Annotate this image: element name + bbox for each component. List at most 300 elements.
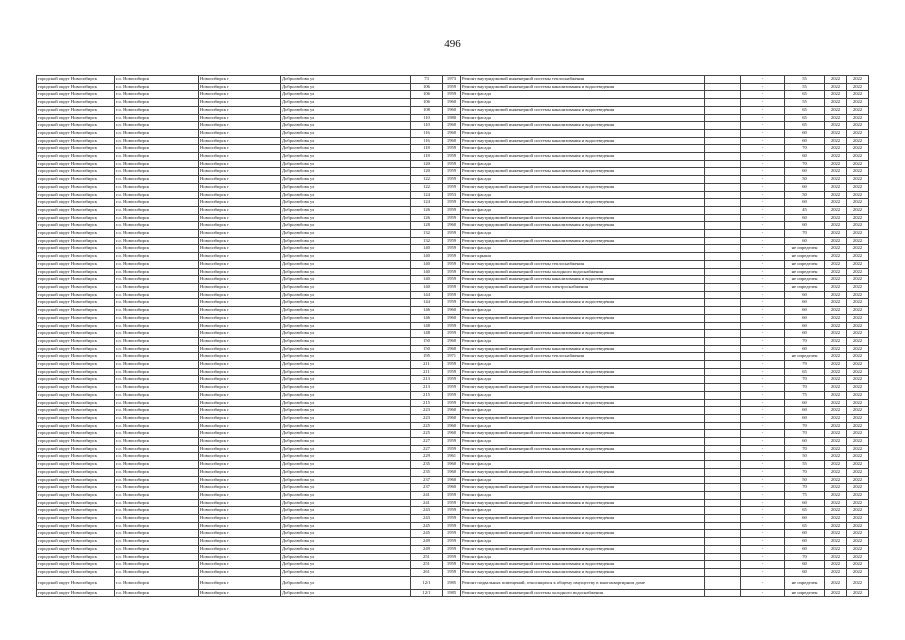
house-number-cell: 140 — [411, 268, 443, 276]
city-cell: Новосибирск г — [199, 168, 281, 176]
work-type-cell: Ремонт внутридомовой инженерной системы канализования и водоотведения — [461, 122, 705, 130]
empty-cell — [705, 153, 741, 161]
start-year-cell: 2022 — [825, 553, 847, 561]
work-type-cell: Ремонт внутридомовой инженерной системы канализования и водоотведения — [461, 276, 705, 284]
year-cell: 1959 — [443, 168, 461, 176]
empty-cell — [705, 245, 741, 253]
table-row — [37, 589, 869, 597]
table-row — [37, 576, 869, 589]
street-cell: Добролюбова ул — [281, 407, 411, 415]
start-year-cell: 2022 — [825, 122, 847, 130]
city-cell: Новосибирск г — [199, 283, 281, 291]
year-cell: 1960 — [443, 430, 461, 438]
value-cell: не определен — [785, 283, 825, 291]
work-type-cell: Ремонт внутридомовой инженерной системы канализования и водоотведения — [461, 299, 705, 307]
dash-cell: - — [741, 307, 785, 315]
city-cell: Новосибирск г — [199, 476, 281, 484]
settlement-cell: г.о. Новосибирск — [115, 122, 199, 130]
value-cell: не определен — [785, 268, 825, 276]
empty-cell — [705, 399, 741, 407]
district-cell: городской округ Новосибирск — [37, 168, 115, 176]
district-cell: городской округ Новосибирск — [37, 461, 115, 469]
table-row — [37, 206, 869, 214]
value-cell: 50 — [785, 176, 825, 184]
city-cell: Новосибирск г — [199, 268, 281, 276]
district-cell: городской округ Новосибирск — [37, 561, 115, 569]
street-cell: Добролюбова ул — [281, 515, 411, 523]
dash-cell: - — [741, 106, 785, 114]
house-number-cell: 229 — [411, 453, 443, 461]
end-year-cell: 2022 — [847, 430, 869, 438]
dash-cell: - — [741, 137, 785, 145]
start-year-cell: 2022 — [825, 422, 847, 430]
district-cell: городской округ Новосибирск — [37, 114, 115, 122]
value-cell: 60 — [785, 561, 825, 569]
house-number-cell: 140 — [411, 253, 443, 261]
table-row — [37, 168, 869, 176]
dash-cell: - — [741, 122, 785, 130]
district-cell: городской округ Новосибирск — [37, 589, 115, 597]
district-cell: городской округ Новосибирск — [37, 199, 115, 207]
district-cell: городской округ Новосибирск — [37, 330, 115, 338]
district-cell: городской округ Новосибирск — [37, 176, 115, 184]
street-cell: Добролюбова ул — [281, 569, 411, 577]
street-cell: Добролюбова ул — [281, 106, 411, 114]
empty-cell — [705, 176, 741, 184]
district-cell: городской округ Новосибирск — [37, 399, 115, 407]
end-year-cell: 2022 — [847, 122, 869, 130]
end-year-cell: 2022 — [847, 145, 869, 153]
value-cell: 70 — [785, 422, 825, 430]
work-type-cell: Ремонт внутридомовой инженерной системы канализования и водоотведения — [461, 314, 705, 322]
city-cell: Новосибирск г — [199, 353, 281, 361]
settlement-cell: г.о. Новосибирск — [115, 322, 199, 330]
table-row — [37, 414, 869, 422]
value-cell: 60 — [785, 414, 825, 422]
end-year-cell: 2022 — [847, 484, 869, 492]
house-number-cell: 12/1 — [411, 576, 443, 589]
empty-cell — [705, 430, 741, 438]
house-number-cell: 225 — [411, 430, 443, 438]
street-cell: Добролюбова ул — [281, 206, 411, 214]
street-cell: Добролюбова ул — [281, 168, 411, 176]
city-cell: Новосибирск г — [199, 569, 281, 577]
year-cell: 1985 — [443, 589, 461, 597]
empty-cell — [705, 160, 741, 168]
street-cell: Добролюбова ул — [281, 322, 411, 330]
end-year-cell: 2022 — [847, 114, 869, 122]
value-cell: 65 — [785, 114, 825, 122]
street-cell: Добролюбова ул — [281, 91, 411, 99]
year-cell: 1959 — [443, 545, 461, 553]
work-type-cell: Ремонт внутридомовой инженерной системы канализования и водоотведения — [461, 515, 705, 523]
page-number: 496 — [444, 38, 461, 50]
work-type-cell: Ремонт фасада — [461, 245, 705, 253]
table-row — [37, 438, 869, 446]
empty-cell — [705, 168, 741, 176]
city-cell: Новосибирск г — [199, 222, 281, 230]
value-cell: 79 — [785, 361, 825, 369]
year-cell: 1959 — [443, 237, 461, 245]
dash-cell: - — [741, 153, 785, 161]
start-year-cell: 2022 — [825, 114, 847, 122]
dash-cell: - — [741, 515, 785, 523]
house-number-cell: 245 — [411, 522, 443, 530]
street-cell: Добролюбова ул — [281, 484, 411, 492]
district-cell: городской округ Новосибирск — [37, 83, 115, 91]
district-cell: городской округ Новосибирск — [37, 153, 115, 161]
table-row — [37, 176, 869, 184]
city-cell: Новосибирск г — [199, 191, 281, 199]
table-row — [37, 545, 869, 553]
end-year-cell: 2022 — [847, 245, 869, 253]
work-type-cell: Ремонт фасада — [461, 476, 705, 484]
street-cell: Добролюбова ул — [281, 122, 411, 130]
year-cell: 1960 — [443, 422, 461, 430]
district-cell: городской округ Новосибирск — [37, 276, 115, 284]
dash-cell: - — [741, 530, 785, 538]
start-year-cell: 2022 — [825, 507, 847, 515]
district-cell: городской округ Новосибирск — [37, 206, 115, 214]
end-year-cell: 2022 — [847, 330, 869, 338]
house-number-cell: 122 — [411, 176, 443, 184]
end-year-cell: 2022 — [847, 422, 869, 430]
empty-cell — [705, 515, 741, 523]
work-type-cell: Ремонт внутридомовой инженерной системы канализования и водоотведения — [461, 468, 705, 476]
empty-cell — [705, 461, 741, 469]
table-row — [37, 330, 869, 338]
start-year-cell: 2022 — [825, 337, 847, 345]
value-cell: не определен — [785, 253, 825, 261]
end-year-cell: 2022 — [847, 230, 869, 238]
house-number-cell: 227 — [411, 445, 443, 453]
value-cell: 70 — [785, 337, 825, 345]
empty-cell — [705, 484, 741, 492]
district-cell: городской округ Новосибирск — [37, 122, 115, 130]
dash-cell: - — [741, 199, 785, 207]
table-row — [37, 160, 869, 168]
work-type-cell: Ремонт внутридомовой инженерной системы теплоснабжения — [461, 353, 705, 361]
dash-cell: - — [741, 422, 785, 430]
street-cell: Добролюбова ул — [281, 384, 411, 392]
house-number-cell: 106 — [411, 83, 443, 91]
value-cell: 60 — [785, 569, 825, 577]
settlement-cell: г.о. Новосибирск — [115, 361, 199, 369]
work-type-cell: Ремонт фасада — [461, 407, 705, 415]
work-type-cell: Ремонт фасада — [461, 538, 705, 546]
empty-cell — [705, 407, 741, 415]
table-row — [37, 99, 869, 107]
end-year-cell: 2022 — [847, 299, 869, 307]
end-year-cell: 2022 — [847, 160, 869, 168]
city-cell: Новосибирск г — [199, 91, 281, 99]
empty-cell — [705, 291, 741, 299]
empty-cell — [705, 299, 741, 307]
street-cell: Добролюбова ул — [281, 253, 411, 261]
dash-cell: - — [741, 553, 785, 561]
house-number-cell: 126 — [411, 206, 443, 214]
house-number-cell: 116 — [411, 129, 443, 137]
end-year-cell: 2022 — [847, 99, 869, 107]
street-cell: Добролюбова ул — [281, 461, 411, 469]
value-cell: 60 — [785, 137, 825, 145]
work-type-cell: Ремонт внутридомовой инженерной системы канализования и водоотведения — [461, 499, 705, 507]
work-type-cell: Ремонт внутридомовой инженерной системы холодного водоснабжения — [461, 268, 705, 276]
dash-cell: - — [741, 183, 785, 191]
settlement-cell: г.о. Новосибирск — [115, 445, 199, 453]
dash-cell: - — [741, 168, 785, 176]
dash-cell: - — [741, 476, 785, 484]
dash-cell: - — [741, 129, 785, 137]
settlement-cell: г.о. Новосибирск — [115, 530, 199, 538]
city-cell: Новосибирск г — [199, 160, 281, 168]
city-cell: Новосибирск г — [199, 276, 281, 284]
house-number-cell: 140 — [411, 276, 443, 284]
city-cell: Новосибирск г — [199, 491, 281, 499]
table-row — [37, 106, 869, 114]
house-number-cell: 126 — [411, 214, 443, 222]
table-row — [37, 137, 869, 145]
house-number-cell: 237 — [411, 484, 443, 492]
empty-cell — [705, 368, 741, 376]
year-cell: 1960 — [443, 129, 461, 137]
start-year-cell: 2022 — [825, 515, 847, 523]
house-number-cell: 128 — [411, 222, 443, 230]
dash-cell: - — [741, 445, 785, 453]
settlement-cell: г.о. Новосибирск — [115, 268, 199, 276]
end-year-cell: 2022 — [847, 307, 869, 315]
empty-cell — [705, 283, 741, 291]
city-cell: Новосибирск г — [199, 507, 281, 515]
city-cell: Новосибирск г — [199, 445, 281, 453]
work-type-cell: Ремонт внутридомовой инженерной системы канализования и водоотведения — [461, 222, 705, 230]
district-cell: городской округ Новосибирск — [37, 160, 115, 168]
dash-cell: - — [741, 407, 785, 415]
work-type-cell: Ремонт внутридомовой инженерной системы канализования и водоотведения — [461, 83, 705, 91]
street-cell: Добролюбова ул — [281, 361, 411, 369]
district-cell: городской округ Новосибирск — [37, 191, 115, 199]
start-year-cell: 2022 — [825, 453, 847, 461]
settlement-cell: г.о. Новосибирск — [115, 438, 199, 446]
value-cell: 55 — [785, 76, 825, 84]
settlement-cell: г.о. Новосибирск — [115, 453, 199, 461]
house-number-cell: 106 — [411, 99, 443, 107]
end-year-cell: 2022 — [847, 499, 869, 507]
start-year-cell: 2022 — [825, 391, 847, 399]
street-cell: Добролюбова ул — [281, 145, 411, 153]
street-cell: Добролюбова ул — [281, 314, 411, 322]
settlement-cell: г.о. Новосибирск — [115, 368, 199, 376]
empty-cell — [705, 491, 741, 499]
empty-cell — [705, 314, 741, 322]
work-type-cell: Ремонт фасада — [461, 553, 705, 561]
value-cell: 60 — [785, 399, 825, 407]
dash-cell: - — [741, 569, 785, 577]
settlement-cell: г.о. Новосибирск — [115, 237, 199, 245]
end-year-cell: 2022 — [847, 129, 869, 137]
dash-cell: - — [741, 99, 785, 107]
settlement-cell: г.о. Новосибирск — [115, 145, 199, 153]
end-year-cell: 2022 — [847, 183, 869, 191]
value-cell: 70 — [785, 468, 825, 476]
end-year-cell: 2022 — [847, 507, 869, 515]
start-year-cell: 2022 — [825, 106, 847, 114]
dash-cell: - — [741, 499, 785, 507]
settlement-cell: г.о. Новосибирск — [115, 137, 199, 145]
empty-cell — [705, 183, 741, 191]
value-cell: 70 — [785, 145, 825, 153]
empty-cell — [705, 330, 741, 338]
house-number-cell: 213 — [411, 384, 443, 392]
table-row — [37, 253, 869, 261]
year-cell: 1959 — [443, 391, 461, 399]
district-cell: городской округ Новосибирск — [37, 222, 115, 230]
house-number-cell: 243 — [411, 507, 443, 515]
start-year-cell: 2022 — [825, 499, 847, 507]
dash-cell: - — [741, 91, 785, 99]
table-row — [37, 214, 869, 222]
work-type-cell: Ремонт фасада — [461, 145, 705, 153]
value-cell: 60 — [785, 438, 825, 446]
work-type-cell: Ремонт фасада — [461, 322, 705, 330]
empty-cell — [705, 445, 741, 453]
district-cell: городской округ Новосибирск — [37, 337, 115, 345]
empty-cell — [705, 91, 741, 99]
table-body — [37, 76, 869, 597]
start-year-cell: 2022 — [825, 476, 847, 484]
empty-cell — [705, 361, 741, 369]
district-cell: городской округ Новосибирск — [37, 507, 115, 515]
house-number-cell: 215 — [411, 399, 443, 407]
value-cell: 60 — [785, 183, 825, 191]
dash-cell: - — [741, 176, 785, 184]
house-number-cell: 251 — [411, 561, 443, 569]
dash-cell: - — [741, 361, 785, 369]
value-cell: 75 — [785, 491, 825, 499]
house-number-cell: 245 — [411, 530, 443, 538]
empty-cell — [705, 99, 741, 107]
value-cell: 70 — [785, 384, 825, 392]
end-year-cell: 2022 — [847, 438, 869, 446]
work-type-cell: Ремонт фасада — [461, 438, 705, 446]
table-row — [37, 476, 869, 484]
city-cell: Новосибирск г — [199, 99, 281, 107]
city-cell: Новосибирск г — [199, 522, 281, 530]
end-year-cell: 2022 — [847, 553, 869, 561]
value-cell: не определен — [785, 260, 825, 268]
street-cell: Добролюбова ул — [281, 99, 411, 107]
work-type-cell: Ремонт внутридомовой инженерной системы канализования и водоотведения — [461, 399, 705, 407]
dash-cell: - — [741, 376, 785, 384]
house-number-cell: 148 — [411, 330, 443, 338]
table-row — [37, 499, 869, 507]
table-row — [37, 407, 869, 415]
year-cell: 1985 — [443, 576, 461, 589]
work-type-cell: Ремонт внутридомовой инженерной системы канализования и водоотведения — [461, 530, 705, 538]
empty-cell — [705, 384, 741, 392]
value-cell: 60 — [785, 307, 825, 315]
settlement-cell: г.о. Новосибирск — [115, 314, 199, 322]
empty-cell — [705, 576, 741, 589]
settlement-cell: г.о. Новосибирск — [115, 168, 199, 176]
settlement-cell: г.о. Новосибирск — [115, 569, 199, 577]
end-year-cell: 2022 — [847, 283, 869, 291]
street-cell: Добролюбова ул — [281, 330, 411, 338]
end-year-cell: 2022 — [847, 345, 869, 353]
dash-cell: - — [741, 330, 785, 338]
start-year-cell: 2022 — [825, 322, 847, 330]
dash-cell: - — [741, 237, 785, 245]
year-cell: 1960 — [443, 122, 461, 130]
street-cell: Добролюбова ул — [281, 268, 411, 276]
empty-cell — [705, 129, 741, 137]
settlement-cell: г.о. Новосибирск — [115, 353, 199, 361]
street-cell: Добролюбова ул — [281, 299, 411, 307]
empty-cell — [705, 553, 741, 561]
dash-cell: - — [741, 230, 785, 238]
city-cell: Новосибирск г — [199, 83, 281, 91]
city-cell: Новосибирск г — [199, 206, 281, 214]
dash-cell: - — [741, 299, 785, 307]
start-year-cell: 2022 — [825, 399, 847, 407]
work-type-cell: Ремонт внутридомовой инженерной системы канализования и водоотведения — [461, 330, 705, 338]
street-cell: Добролюбова ул — [281, 291, 411, 299]
year-cell: 1959 — [443, 384, 461, 392]
dash-cell: - — [741, 453, 785, 461]
year-cell: 1959 — [443, 299, 461, 307]
settlement-cell: г.о. Новосибирск — [115, 589, 199, 597]
work-type-cell: Ремонт внутридомовой инженерной системы канализования и водоотведения — [461, 545, 705, 553]
city-cell: Новосибирск г — [199, 530, 281, 538]
settlement-cell: г.о. Новосибирск — [115, 276, 199, 284]
table-row — [37, 91, 869, 99]
dash-cell: - — [741, 522, 785, 530]
year-cell: 1959 — [443, 183, 461, 191]
table-row — [37, 399, 869, 407]
table-row — [37, 268, 869, 276]
dash-cell: - — [741, 484, 785, 492]
work-type-cell: Ремонт фасада — [461, 129, 705, 137]
year-cell: 1959 — [443, 515, 461, 523]
end-year-cell: 2022 — [847, 576, 869, 589]
start-year-cell: 2022 — [825, 222, 847, 230]
empty-cell — [705, 438, 741, 446]
table-row — [37, 129, 869, 137]
dash-cell: - — [741, 76, 785, 84]
street-cell: Добролюбова ул — [281, 545, 411, 553]
city-cell: Новосибирск г — [199, 515, 281, 523]
end-year-cell: 2022 — [847, 538, 869, 546]
empty-cell — [705, 145, 741, 153]
year-cell: 1959 — [443, 438, 461, 446]
street-cell: Добролюбова ул — [281, 589, 411, 597]
start-year-cell: 2022 — [825, 76, 847, 84]
city-cell: Новосибирск г — [199, 253, 281, 261]
table-row — [37, 507, 869, 515]
settlement-cell: г.о. Новосибирск — [115, 391, 199, 399]
end-year-cell: 2022 — [847, 176, 869, 184]
work-type-cell: Ремонт фасада — [461, 337, 705, 345]
end-year-cell: 2022 — [847, 268, 869, 276]
value-cell: 65 — [785, 91, 825, 99]
street-cell: Добролюбова ул — [281, 153, 411, 161]
year-cell: 1959 — [443, 268, 461, 276]
value-cell: не определен — [785, 245, 825, 253]
city-cell: Новосибирск г — [199, 399, 281, 407]
district-cell: городской округ Новосибирск — [37, 137, 115, 145]
start-year-cell: 2022 — [825, 445, 847, 453]
dash-cell: - — [741, 461, 785, 469]
